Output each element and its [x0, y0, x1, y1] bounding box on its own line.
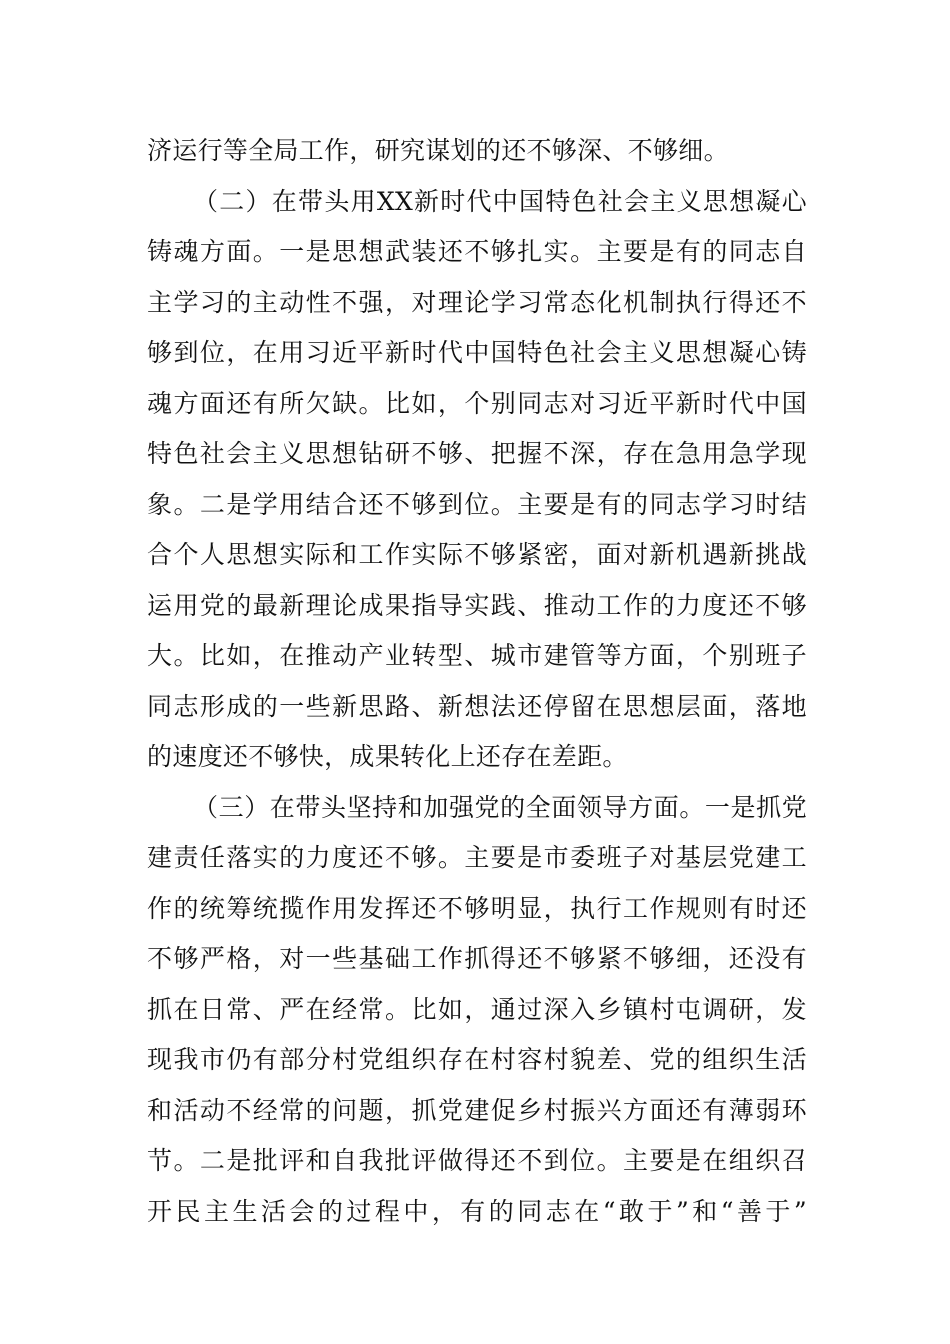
text-line: 大。比如，在推动产业转型、城市建管等方面，个别班子: [147, 641, 807, 670]
text-line: 铸魂方面。一是思想武装还不够扎实。主要是有的同志自: [147, 237, 807, 266]
text-line: 象。二是学用结合还不够到位。主要是有的同志学习时结: [147, 489, 807, 519]
text-line: （三）在带头坚持和加强党的全面领导方面。一是抓党: [193, 792, 807, 822]
text-line: 节。二是批评和自我批评做得还不到位。主要是在组织召: [147, 1146, 807, 1175]
document-body: [147, 126, 807, 1237]
text-line: 运用党的最新理论成果指导实践、推动工作的力度还不够: [147, 590, 807, 620]
text-line: 不够严格，对一些基础工作抓得还不够紧不够细，还没有: [147, 944, 807, 973]
text-line: 建责任落实的力度还不够。主要是市委班子对基层党建工: [147, 843, 807, 872]
text-line: 开民主生活会的过程中，有的同志在“敢于”和“善于”: [147, 1196, 807, 1226]
text-line: 特色社会主义思想钻研不够、把握不深，存在急用急学现: [147, 439, 807, 468]
text-line: 够到位，在用习近平新时代中国特色社会主义思想凝心铸: [147, 338, 807, 367]
text-line: 抓在日常、严在经常。比如，通过深入乡镇村屯调研，发: [147, 994, 807, 1024]
text-line: 的速度还不够快，成果转化上还存在差距。: [147, 742, 628, 771]
text-line: 主学习的主动性不强，对理论学习常态化机制执行得还不: [147, 287, 807, 317]
text-line: （二）在带头用XX新时代中国特色社会主义思想凝心: [193, 186, 807, 216]
text-line: 合个人思想实际和工作实际不够紧密，面对新机遇新挑战: [147, 540, 807, 569]
text-line: 魂方面还有所欠缺。比如，个别同志对习近平新时代中国: [147, 388, 807, 418]
text-line: 济运行等全局工作，研究谋划的还不够深、不够细。: [147, 136, 729, 165]
text-line: 现我市仍有部分村党组织存在村容村貌差、党的组织生活: [147, 1045, 807, 1074]
text-line: 作的统筹统揽作用发挥还不够明显，执行工作规则有时还: [147, 893, 807, 923]
text-line: 和活动不经常的问题，抓党建促乡村振兴方面还有薄弱环: [147, 1095, 807, 1125]
text-line: 同志形成的一些新思路、新想法还停留在思想层面，落地: [147, 691, 807, 721]
